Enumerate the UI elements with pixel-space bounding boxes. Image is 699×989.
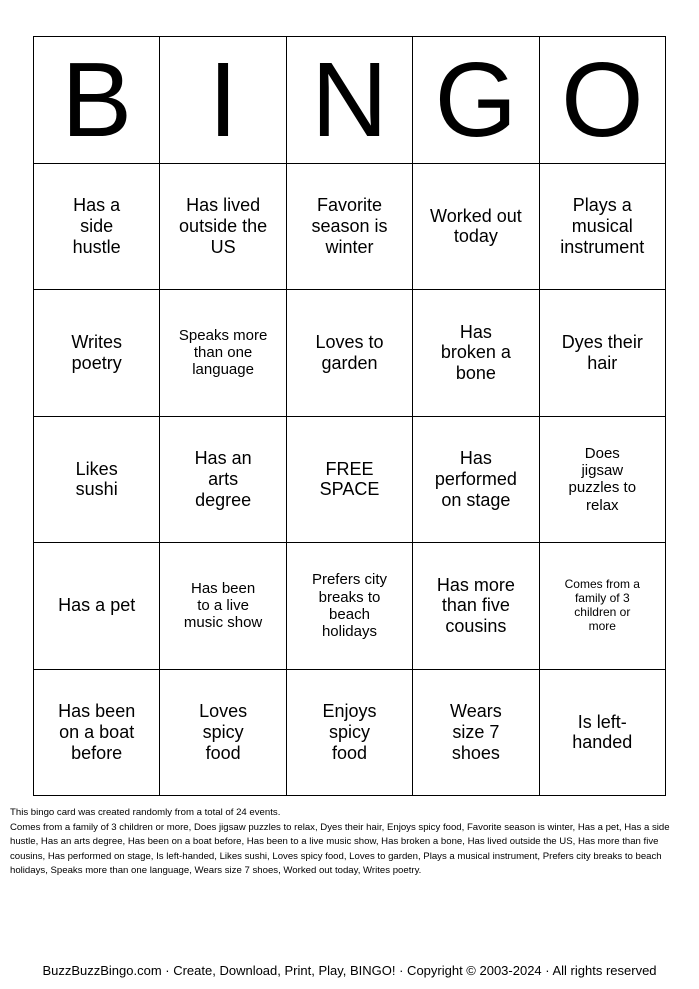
bingo-square[interactable]: [34, 164, 160, 291]
bingo-square[interactable]: [160, 290, 286, 417]
bingo-square[interactable]: [287, 670, 413, 797]
square-text: Worked out today: [430, 205, 522, 247]
bingo-square[interactable]: [160, 670, 286, 797]
header-cell-b: [34, 37, 160, 164]
footnote-events: Comes from a family of 3 children or more, Does jigsaw puzzles to relax, Dyes their hair, Enjoys spicy food, Favorite season is winter, Has a pet, Has a side hustle, Has an arts degree, Has been on a boat before, Has been to a live music show, Has broken a bone, Has lived outside the US, Has more than five cousins, Has performed on stage, Is left-handed, Likes sushi, Loves spicy food, Loves to garden, Plays a musical instrument, Prefers city breaks to beach holidays, Speaks more than one language, Wears size 7 shoes, Worked out today, Writes poetry.: [10, 821, 670, 876]
square-text: Has performed on stage: [434, 448, 517, 510]
free-space-square[interactable]: [287, 417, 413, 544]
square-text: Comes from a family of 3 children or more: [564, 577, 640, 633]
square-text: Dyes their hair: [561, 332, 643, 373]
header-letter: O: [561, 40, 644, 159]
bingo-square[interactable]: [34, 417, 160, 544]
header-letter: B: [61, 40, 133, 159]
square-text: FREE SPACE: [319, 458, 380, 500]
square-text: Plays a musical instrument: [560, 195, 645, 257]
bingo-square[interactable]: [540, 543, 666, 670]
bingo-square[interactable]: [540, 417, 666, 544]
square-text: Has more than five cousins: [436, 574, 515, 637]
bingo-square[interactable]: [34, 543, 160, 670]
bingo-square[interactable]: [413, 417, 539, 544]
bingo-square[interactable]: [540, 290, 666, 417]
bingo-square[interactable]: [287, 543, 413, 670]
bingo-card: [33, 36, 666, 796]
bingo-square[interactable]: [287, 164, 413, 291]
square-text: Speaks more than one language: [178, 326, 268, 379]
bingo-square[interactable]: [34, 290, 160, 417]
square-text: Prefers city breaks to beach holidays: [311, 571, 387, 640]
header-cell-i: [160, 37, 286, 164]
square-text: Wears size 7 shoes: [450, 701, 502, 763]
square-text: Likes sushi: [75, 458, 118, 500]
bingo-square[interactable]: [160, 417, 286, 544]
square-text: Does jigsaw puzzles to relax: [568, 444, 637, 514]
footnote-intro: This bingo card was created randomly from a total of 24 events.: [10, 807, 281, 818]
square-text: Is left-handed: [572, 711, 633, 753]
square-text: Loves to garden: [315, 332, 384, 373]
header-letter: I: [208, 40, 238, 159]
header-cell-n: [287, 37, 413, 164]
bingo-square[interactable]: [413, 164, 539, 291]
bingo-square[interactable]: [34, 670, 160, 797]
header-cell-g: [413, 37, 539, 164]
square-text: Has a pet: [58, 595, 136, 616]
bingo-square[interactable]: [413, 290, 539, 417]
square-text: Has been on a boat before: [58, 701, 136, 763]
event-list-note: [10, 806, 690, 879]
bingo-square[interactable]: [413, 670, 539, 797]
bingo-square[interactable]: [540, 670, 666, 797]
square-text: Has a side hustle: [72, 195, 121, 257]
header-letter: N: [311, 40, 388, 159]
square-text: Has been to a live music show: [183, 579, 263, 632]
bingo-square[interactable]: [160, 543, 286, 670]
square-text: Has broken a bone: [440, 321, 511, 384]
square-text: Writes poetry: [71, 332, 123, 373]
square-text: Loves spicy food: [199, 701, 248, 763]
square-text: Has lived outside the US: [179, 195, 268, 257]
square-text: Favorite season is winter: [311, 195, 388, 257]
bingo-square[interactable]: [540, 164, 666, 291]
site-footer: BuzzBuzzBingo.com · Create, Download, Print, Play, BINGO! · Copyright © 2003-2024 · All rights reserved: [42, 963, 657, 978]
bingo-square[interactable]: [287, 290, 413, 417]
header-letter: G: [434, 40, 518, 159]
bingo-square[interactable]: [413, 543, 539, 670]
bingo-square[interactable]: [160, 164, 286, 291]
square-text: Enjoys spicy food: [322, 701, 377, 763]
square-text: Has an arts degree: [194, 448, 252, 510]
header-cell-o: [540, 37, 666, 164]
